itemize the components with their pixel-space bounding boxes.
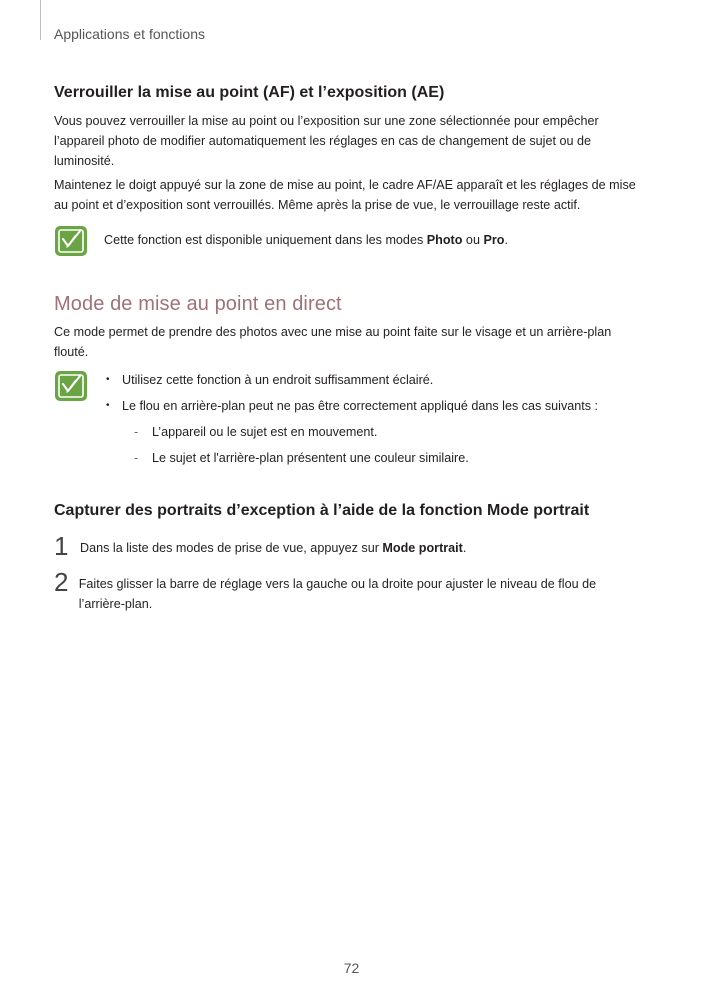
note-mode-photo: Photo [426,233,463,247]
step-1 [54,531,644,561]
step-text: Faites glisser la barre de réglage vers la gauche ou la droite pour ajuster le niveau de flou de l’arrière-plan. [78,577,597,611]
step-number: 2 [54,567,69,597]
bullet-icon: • [106,400,110,411]
sub-list-item [134,422,598,442]
step-1-mode-portrait: Mode portrait [382,541,463,555]
note-text [104,225,508,250]
bullet-text: Utilisez cette fonction à un endroit suffisamment éclairé. [122,373,434,387]
sub-item-text: L’appareil ou le sujet est en mouvement. [152,425,378,439]
header-rule [40,0,41,40]
sub-item-text: Le sujet et l'arrière-plan présentent une couleur similaire. [152,451,469,465]
note-icon [54,370,88,402]
step-number: 1 [54,531,69,561]
note-af-ae [54,225,644,257]
page-header-title: Applications et fonctions [54,26,205,42]
step-1-prefix: Dans la liste des modes de prise de vue, appuyez sur [80,541,383,555]
bullet-text: Le flou en arrière-plan peut ne pas être correctement appliqué dans les cas suivants : [122,399,599,413]
section-heading-portrait: Capturer des portraits d’exception à l’aide de la fonction Mode portrait [54,502,590,519]
step-1-suffix: . [462,541,467,555]
note-list [106,370,598,474]
note-live-focus [54,370,644,474]
af-ae-paragraph-1: Vous pouvez verrouiller la mise au point ou l’exposition sur une zone sélectionnée pour empêcher l’appareil photo de modifier automatiquement les réglages en cas de changement de sujet ou de luminosité. [54,114,599,168]
note-suffix: . [504,233,508,247]
list-item [106,370,598,390]
af-ae-paragraph-2: Maintenez le doigt appuyé sur la zone de mise au point, le cadre AF/AE apparaît et les réglages de mise au point et d’exposition sont verrouillés. Même après la prise de vue, le verrouillage reste actif. [54,178,636,212]
step-text [80,534,466,558]
sub-list-item [134,448,598,468]
page-content [54,84,644,626]
dash-icon: - [134,451,139,465]
note-icon [54,225,88,257]
step-2 [54,567,644,614]
note-prefix: Cette fonction est disponible uniquement dans les modes [104,233,427,247]
live-focus-intro: Ce mode permet de prendre des photos avec une mise au point faite sur le visage et un arrière-plan flouté. [54,325,612,359]
dash-icon: - [134,425,139,439]
page-number: 72 [343,960,360,976]
list-item [106,396,598,416]
section-heading-af-ae: Verrouiller la mise au point (AF) et l’exposition (AE) [54,84,445,101]
bullet-icon: • [106,374,110,385]
note-mode-pro: Pro [483,233,505,247]
section-title-live-focus: Mode de mise au point en direct [54,293,342,315]
note-middle: ou [462,233,484,247]
